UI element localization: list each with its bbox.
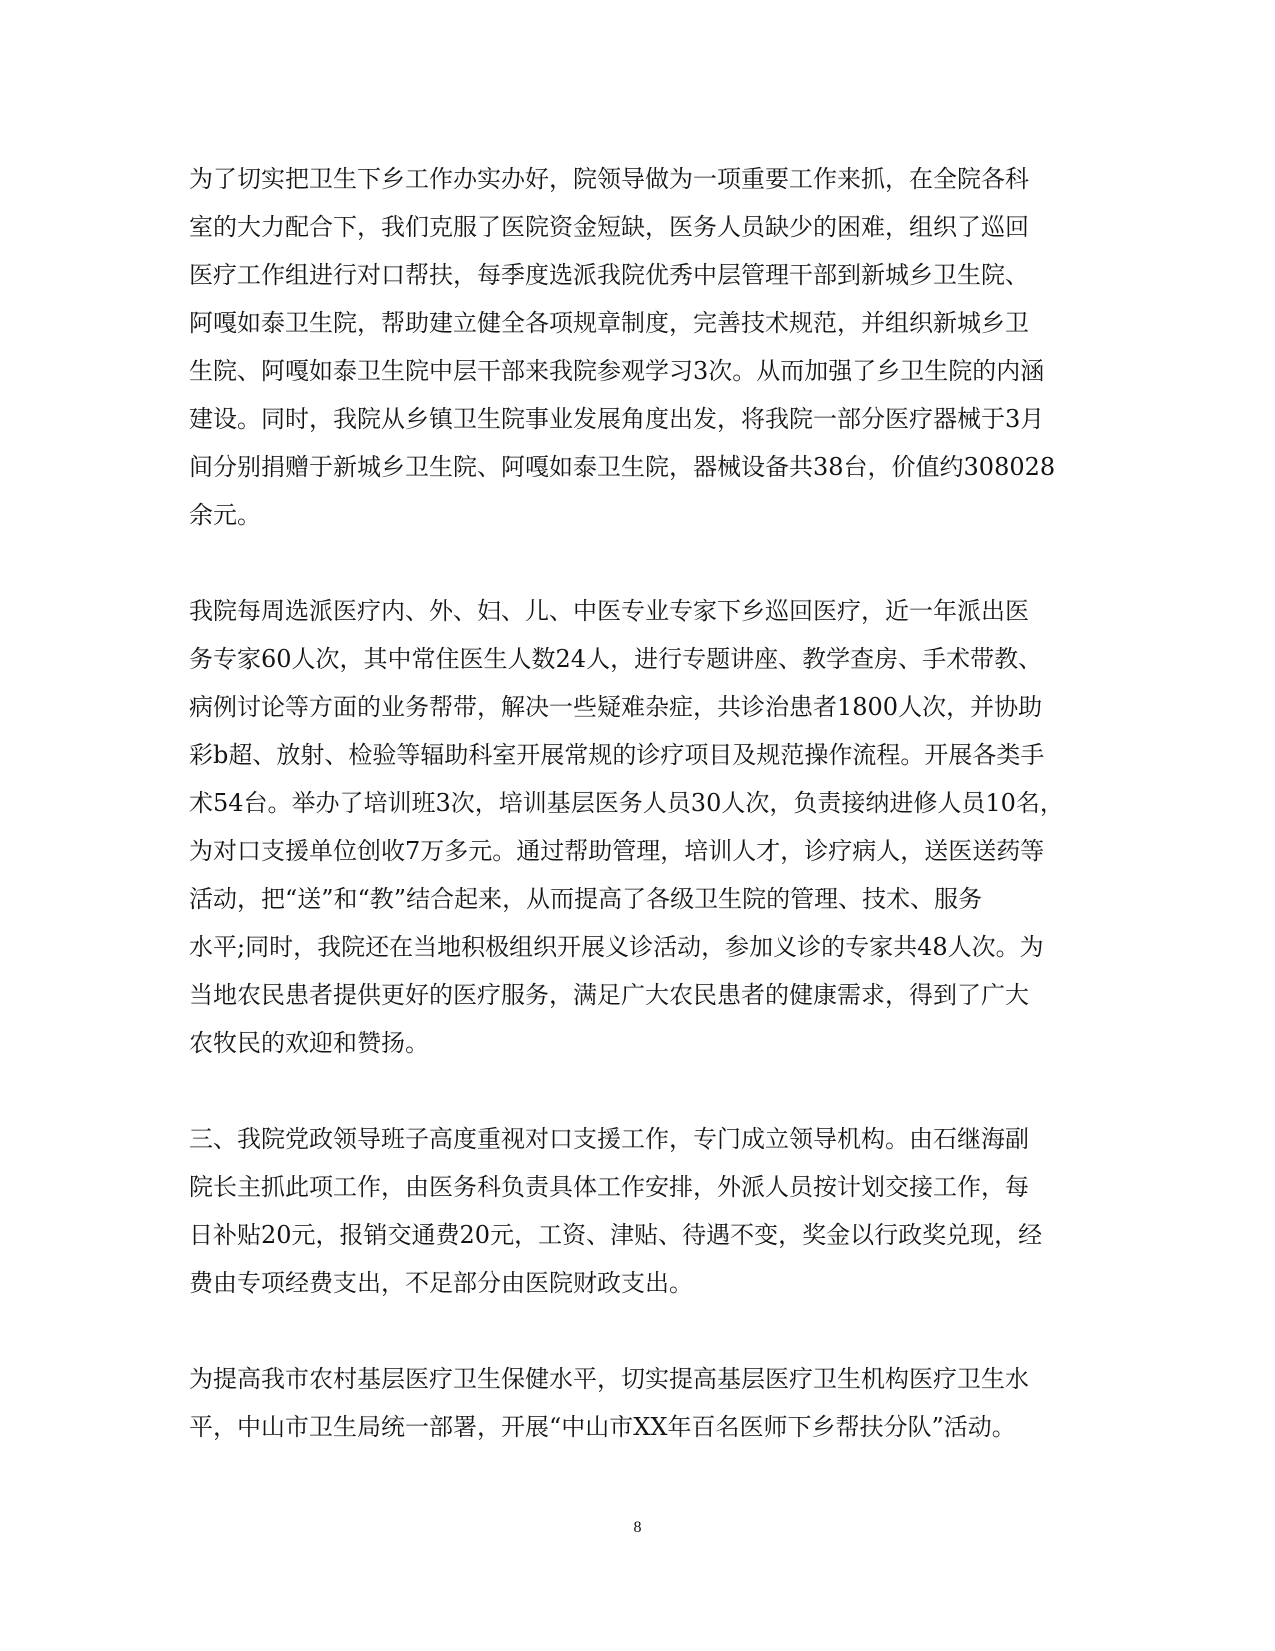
text-line: 术54台。举办了培训班3次，培训基层医务人员30人次，负责接纳进修人员10名， (189, 789, 1064, 817)
text-line: 三、我院党政领导班子高度重视对口支援工作，专门成立领导机构。由石继海副 (189, 1125, 1029, 1153)
text-line: 建设。同时，我院从乡镇卫生院事业发展角度出发，将我院一部分医疗器械于3月 (189, 405, 1045, 433)
text-line: 阿嘎如泰卫生院，帮助建立健全各项规章制度，完善技术规范，并组织新城乡卫 (189, 309, 1029, 337)
text-line: 平，中山市卫生局统一部署，开展“中山市XX年百名医师下乡帮扶分队”活动。 (189, 1413, 1016, 1441)
text-line: 为提高我市农村基层医疗卫生保健水平，切实提高基层医疗卫生机构医疗卫生水 (189, 1365, 1029, 1393)
text-line: 余元。 (189, 501, 261, 529)
text-line: 我院每周选派医疗内、外、妇、儿、中医专业专家下乡巡回医疗，近一年派出医 (189, 597, 1029, 625)
paragraph-4 (189, 1355, 1079, 1451)
text-line: 生院、阿嘎如泰卫生院中层干部来我院参观学习3次。从而加强了乡卫生院的内涵 (189, 357, 1045, 385)
text-line: 活动，把“送”和“教”结合起来，从而提高了各级卫生院的管理、技术、服务 (189, 885, 983, 913)
text-line: 室的大力配合下，我们克服了医院资金短缺，医务人员缺少的困难，组织了巡回 (189, 213, 1029, 241)
paragraph-gap (189, 539, 1079, 587)
text-line: 间分别捐赠于新城乡卫生院、阿嘎如泰卫生院，器械设备共38台，价值约308028 (189, 453, 1056, 481)
page-number: 8 (633, 1519, 642, 1536)
paragraph-2 (189, 587, 1079, 1067)
text-line: 日补贴20元，报销交通费20元，工资、津贴、待遇不变，奖金以行政奖兑现，经 (189, 1221, 1043, 1249)
paragraph-gap (189, 1067, 1079, 1115)
text-line: 当地农民患者提供更好的医疗服务，满足广大农民患者的健康需求，得到了广大 (189, 981, 1029, 1009)
text-line: 病例讨论等方面的业务帮带，解决一些疑难杂症，共诊治患者1800人次，并协助 (189, 693, 1043, 721)
paragraph-3 (189, 1115, 1079, 1307)
text-line: 费由专项经费支出，不足部分由医院财政支出。 (189, 1269, 693, 1297)
text-line: 水平;同时，我院还在当地积极组织开展义诊活动，参加义诊的专家共48人次。为 (189, 933, 1044, 961)
text-line: 院长主抓此项工作，由医务科负责具体工作安排，外派人员按计划交接工作，每 (189, 1173, 1029, 1201)
paragraph-gap (189, 1307, 1079, 1355)
body-text (189, 155, 1079, 1451)
text-line: 农牧民的欢迎和赞扬。 (189, 1029, 429, 1057)
text-line: 务专家60人次，其中常住医生人数24人，进行专题讲座、教学查房、手术带教、 (189, 645, 1043, 673)
paragraph-1 (189, 155, 1079, 539)
text-line: 医疗工作组进行对口帮扶，每季度选派我院优秀中层管理干部到新城乡卫生院、 (189, 261, 1029, 289)
text-line: 为了切实把卫生下乡工作办实办好，院领导做为一项重要工作来抓，在全院各科 (189, 165, 1029, 193)
text-line: 彩b超、放射、检验等辐助科室开展常规的诊疗项目及规范操作流程。开展各类手 (189, 741, 1045, 769)
text-line: 为对口支援单位创收7万多元。通过帮助管理，培训人才，诊疗病人，送医送药等 (189, 837, 1045, 865)
